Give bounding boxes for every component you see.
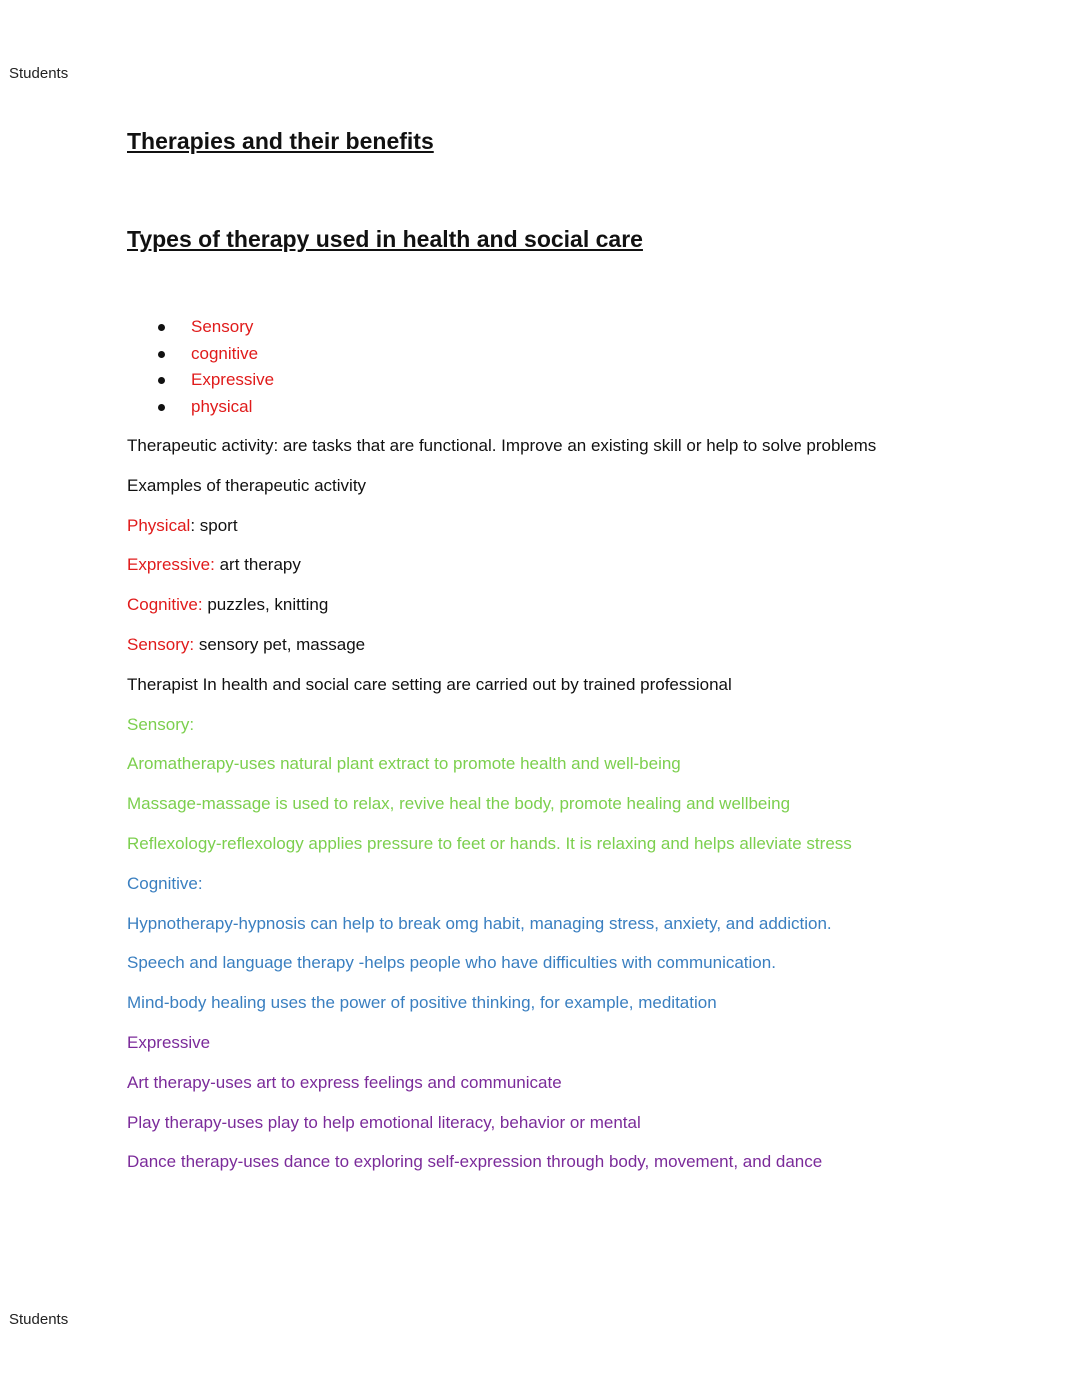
example-physical	[127, 514, 1047, 554]
bullet-icon	[158, 377, 165, 384]
example-text: sensory pet, massage	[194, 634, 366, 654]
document-title: Therapies and their benefits	[127, 128, 434, 154]
example-label: Sensory:	[127, 634, 195, 654]
expressive-item: Play therapy-uses play to help emotional literacy, behavior or mental	[127, 1112, 641, 1132]
therapy-type-label: cognitive	[191, 343, 259, 363]
example-text: art therapy	[214, 555, 301, 575]
cognitive-item: Speech and language therapy -helps people who have difficulties with communication.	[127, 953, 776, 973]
sensory-heading: Sensory:	[127, 714, 195, 734]
page-footer: Students	[9, 1311, 69, 1328]
cognitive-item: Mind-body healing uses the power of positive thinking, for example, meditation	[127, 993, 717, 1013]
list-item	[156, 342, 274, 369]
list-item	[156, 395, 274, 422]
example-cognitive	[127, 593, 1047, 633]
example-text: : sport	[190, 515, 238, 535]
bullet-icon	[158, 351, 165, 358]
therapy-type-label: Expressive	[191, 370, 275, 389]
example-sensory	[127, 633, 1047, 673]
bullet-icon	[158, 404, 165, 411]
examples-heading: Examples of therapeutic activity	[127, 475, 367, 495]
page-header: Students	[9, 65, 69, 82]
expressive-heading: Expressive	[127, 1032, 211, 1052]
therapy-type-label: Sensory	[191, 317, 254, 336]
example-label: Expressive:	[127, 555, 215, 575]
expressive-item: Dance therapy-uses dance to exploring self-expression through body, movement, and dance	[127, 1152, 823, 1172]
example-text: puzzles, knitting	[202, 595, 329, 615]
therapy-type-label: physical	[191, 396, 253, 416]
bullet-icon	[158, 324, 165, 331]
example-expressive	[127, 553, 1047, 593]
cognitive-item: Hypnotherapy-hypnosis can help to break omg habit, managing stress, anxiety, and addiction.	[127, 913, 832, 933]
therapy-types-list	[156, 315, 274, 421]
document-body	[127, 434, 1047, 1190]
list-item	[156, 315, 274, 342]
therapist-note: Therapist In health and social care setting are carried out by trained professional	[127, 674, 732, 694]
cognitive-heading: Cognitive:	[127, 873, 203, 893]
example-label: Physical	[127, 515, 191, 535]
sensory-item: Reflexology-reflexology applies pressure to feet or hands. It is relaxing and helps alleviate stress	[127, 833, 852, 853]
sensory-item: Aromatherapy-uses natural plant extract to promote health and well-being	[127, 754, 681, 774]
example-label: Cognitive:	[127, 595, 203, 615]
section-heading: Types of therapy used in health and social care	[127, 226, 643, 252]
list-item	[156, 368, 274, 395]
sensory-item: Massage-massage is used to relax, revive heal the body, promote healing and wellbeing	[127, 794, 791, 814]
expressive-item: Art therapy-uses art to express feelings and communicate	[127, 1072, 562, 1092]
definition-paragraph: Therapeutic activity: are tasks that are functional. Improve an existing skill or help to solve problems	[127, 436, 877, 455]
